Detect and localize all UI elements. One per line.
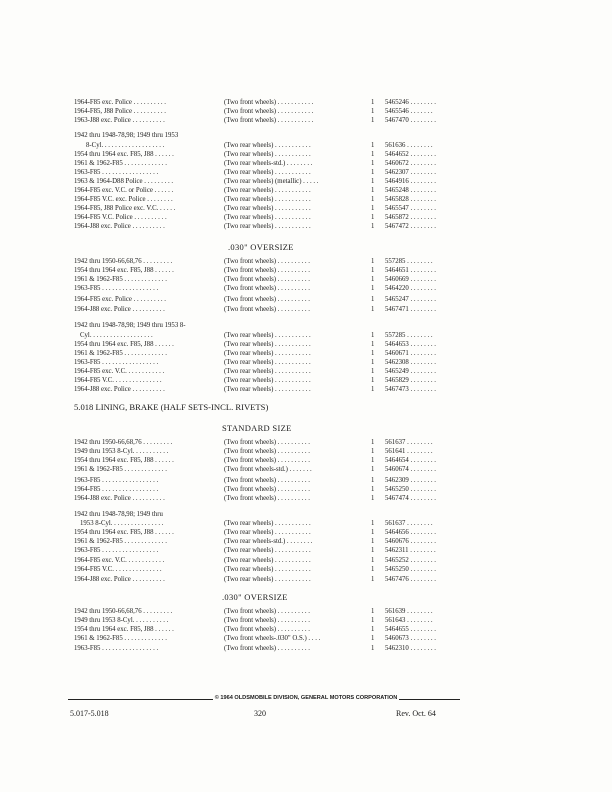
section-title: 5.018 LINING, BRAKE (HALF SETS-INCL. RIVETS) <box>74 402 269 412</box>
oversize-heading: .030" OVERSIZE <box>222 592 288 602</box>
section-range: 5.017-5.018 <box>70 709 109 718</box>
copyright-notice: © 1964 OLDSMOBILE DIVISION, GENERAL MOTORS CORPORATION <box>214 695 398 701</box>
oversize-heading: .030" OVERSIZE <box>228 242 294 252</box>
page-number: 320 <box>254 709 266 718</box>
standard-size-heading: STANDARD SIZE <box>222 423 292 433</box>
revision-date: Rev. Oct. 64 <box>396 709 436 718</box>
